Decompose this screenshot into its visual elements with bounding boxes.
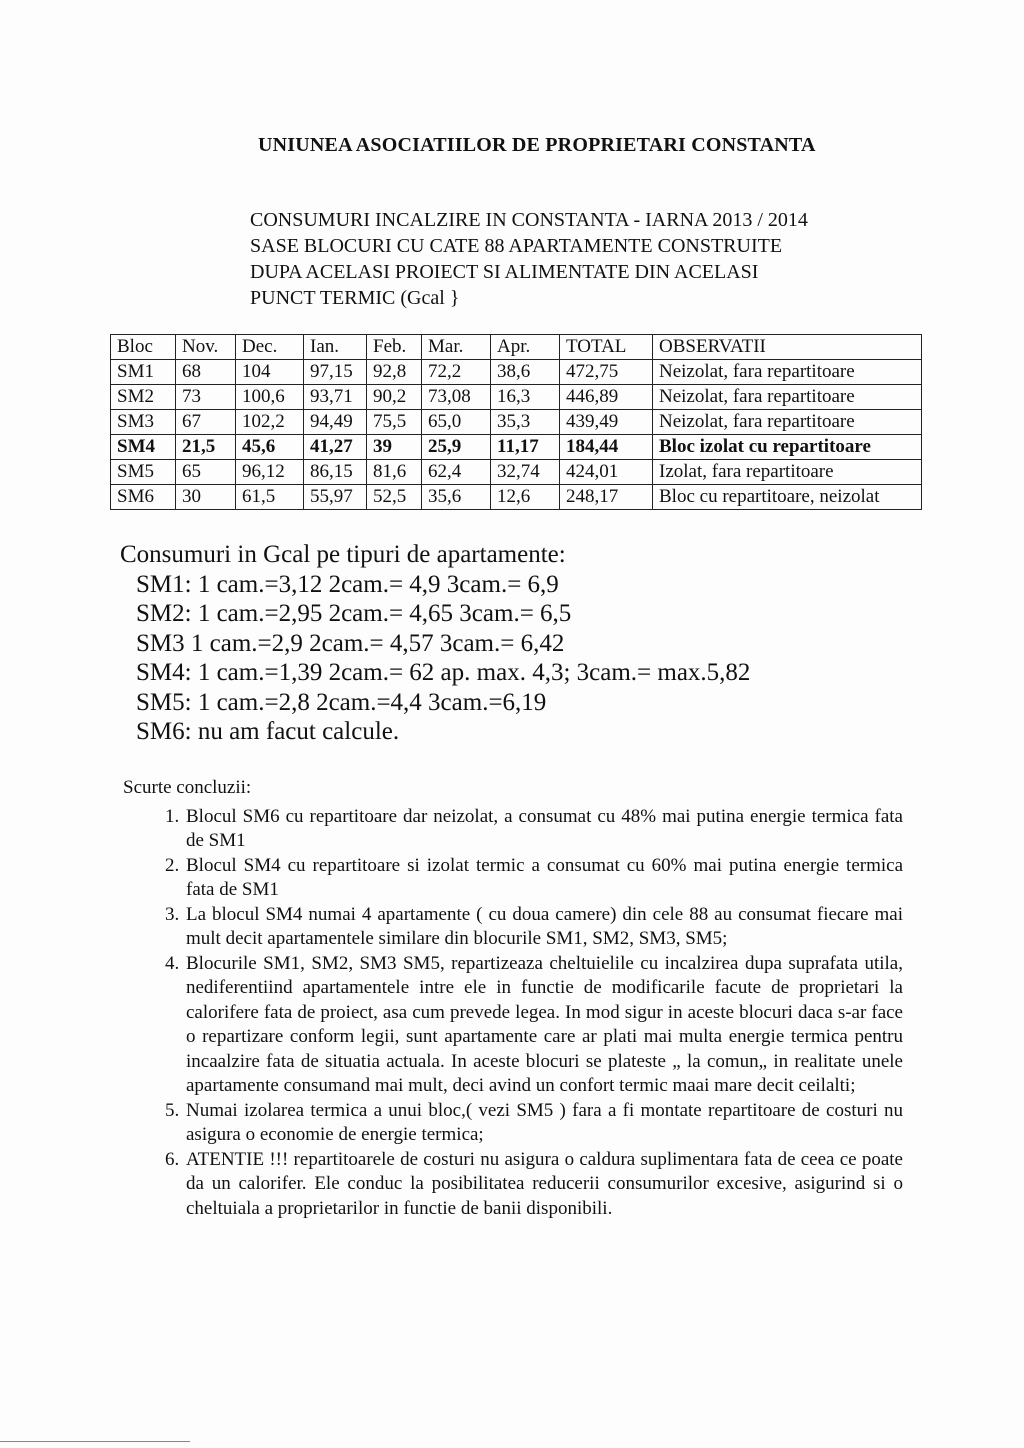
table-cell: 424,01 bbox=[560, 460, 653, 485]
table-row bbox=[111, 410, 922, 435]
table-cell: 94,49 bbox=[304, 410, 367, 435]
list-item: 2. Blocul SM4 cu repartitoare si izolat termic a consumat cu 60% mai putina energie termica fata de SM1 bbox=[184, 854, 903, 903]
table-cell: 96,12 bbox=[236, 460, 304, 485]
table-cell: 72,2 bbox=[422, 360, 491, 385]
consumption-line: SM4: 1 cam.=1,39 2cam.= 62 ap. max. 4,3; 3cam.= max.5,82 bbox=[136, 659, 751, 686]
conclusions-section bbox=[123, 776, 903, 1221]
table-cell: 184,44 bbox=[560, 435, 653, 460]
consumption-table bbox=[110, 334, 922, 510]
table-cell: 102,2 bbox=[236, 410, 304, 435]
table-cell: 446,89 bbox=[560, 385, 653, 410]
table-cell: SM1 bbox=[111, 360, 176, 385]
table-row bbox=[111, 485, 922, 510]
table-cell: 81,6 bbox=[367, 460, 422, 485]
table-cell: 100,6 bbox=[236, 385, 304, 410]
document-subtitle bbox=[250, 207, 930, 311]
table-header-row bbox=[111, 335, 922, 360]
table-cell: 65,0 bbox=[422, 410, 491, 435]
consumption-line: SM2: 1 cam.=2,95 2cam.= 4,65 3cam.= 6,5 bbox=[136, 600, 572, 627]
table-row-highlighted bbox=[111, 435, 922, 460]
table-cell: 35,3 bbox=[491, 410, 560, 435]
table-cell: 45,6 bbox=[236, 435, 304, 460]
table-cell: 92,8 bbox=[367, 360, 422, 385]
table-cell: 472,75 bbox=[560, 360, 653, 385]
table-cell: 55,97 bbox=[304, 485, 367, 510]
column-header-apr: Apr. bbox=[491, 335, 560, 360]
column-header-feb: Feb. bbox=[367, 335, 422, 360]
list-item: 1. Blocul SM6 cu repartitoare dar neizolat, a consumat cu 48% mai putina energie termica fata de SM1 bbox=[184, 805, 903, 854]
column-header-observatii: OBSERVATII bbox=[653, 335, 922, 360]
table-cell: SM3 bbox=[111, 410, 176, 435]
table-cell: 25,9 bbox=[422, 435, 491, 460]
column-header-ian: Ian. bbox=[304, 335, 367, 360]
column-header-dec: Dec. bbox=[236, 335, 304, 360]
table-cell: 30 bbox=[176, 485, 236, 510]
table-cell: SM4 bbox=[111, 435, 176, 460]
table-cell: 439,49 bbox=[560, 410, 653, 435]
table-cell: 32,74 bbox=[491, 460, 560, 485]
conclusions-heading: Scurte concluzii: bbox=[123, 777, 252, 798]
subtitle-line: PUNCT TERMIC (Gcal } bbox=[250, 287, 460, 309]
table-cell: SM6 bbox=[111, 485, 176, 510]
consumption-line: SM5: 1 cam.=2,8 2cam.=4,4 3cam.=6,19 bbox=[136, 688, 547, 716]
table-cell: Neizolat, fara repartitoare bbox=[653, 410, 922, 435]
table-cell: Bloc izolat cu repartitoare bbox=[653, 435, 922, 460]
table-cell: 73 bbox=[176, 385, 236, 410]
table-cell: 21,5 bbox=[176, 435, 236, 460]
consumption-line: SM6: nu am facut calcule. bbox=[136, 718, 400, 745]
table-cell: 62,4 bbox=[422, 460, 491, 485]
table-cell: 104 bbox=[236, 360, 304, 385]
table-cell: 97,15 bbox=[304, 360, 367, 385]
table-cell: 61,5 bbox=[236, 485, 304, 510]
consumption-line: SM3 1 cam.=2,9 2cam.= 4,57 3cam.= 6,42 bbox=[136, 629, 565, 657]
table-cell: 16,3 bbox=[491, 385, 560, 410]
section-heading: Consumuri in Gcal pe tipuri de apartamente: bbox=[120, 541, 566, 568]
table-cell: 65 bbox=[176, 460, 236, 485]
table-cell: 90,2 bbox=[367, 385, 422, 410]
table-cell: 68 bbox=[176, 360, 236, 385]
table-cell: Izolat, fara repartitoare bbox=[653, 460, 922, 485]
conclusions-list bbox=[123, 805, 903, 1222]
subtitle-line: DUPA ACELASI PROIECT SI ALIMENTATE DIN ACELASI bbox=[250, 261, 759, 283]
table-cell: Bloc cu repartitoare, neizolat bbox=[653, 485, 922, 510]
subtitle-line: CONSUMURI INCALZIRE IN CONSTANTA - IARNA 2013 / 2014 bbox=[250, 209, 808, 231]
table-cell: 73,08 bbox=[422, 385, 491, 410]
list-item: 6. ATENTIE !!! repartitoarele de costuri nu asigura o caldura suplimentara fata de ceea ce poate da un calorifer. Ele conduc la posibilitatea reducerii consumurilor excesive, asigurind si o cheltuiala a proprietarilor in functie de banii disponibili. bbox=[184, 1148, 903, 1222]
table-row bbox=[111, 360, 922, 385]
table-row bbox=[111, 385, 922, 410]
scan-artifact-line bbox=[0, 1441, 190, 1442]
table-cell: 52,5 bbox=[367, 485, 422, 510]
table-cell: Neizolat, fara repartitoare bbox=[653, 360, 922, 385]
table-cell: 93,71 bbox=[304, 385, 367, 410]
table-cell: 41,27 bbox=[304, 435, 367, 460]
table-cell: Neizolat, fara repartitoare bbox=[653, 385, 922, 410]
table-cell: SM2 bbox=[111, 385, 176, 410]
list-item: 4. Blocurile SM1, SM2, SM3 SM5, repartizeaza cheltuielile cu incalzirea dupa suprafata utila, nediferentiind apartamentele intre ele in functie de modificarile facute de proprietari la calorifere fata de proiect, asa cum prevede legea. In mod sigur in aceste blocuri daca s-ar face o repartizare conform legii, sunt apartamente care ar plati mai multa energie termica pentru incaalzire fata de situatia actuala. In aceste blocuri se plateste „ la comun„ in realitate unele apartamente consumand mai mult, deci avind un confort termic maai mare decit ceilalti; bbox=[184, 952, 903, 1099]
table-cell: 39 bbox=[367, 435, 422, 460]
table-cell: 11,17 bbox=[491, 435, 560, 460]
document-title: UNIUNEA ASOCIATIILOR DE PROPRIETARI CONSTANTA bbox=[258, 134, 816, 156]
column-header-bloc: Bloc bbox=[111, 335, 176, 360]
table-cell: 67 bbox=[176, 410, 236, 435]
column-header-nov: Nov. bbox=[176, 335, 236, 360]
table-cell: 38,6 bbox=[491, 360, 560, 385]
table-cell: 75,5 bbox=[367, 410, 422, 435]
list-item: 5. Numai izolarea termica a unui bloc,( vezi SM5 ) fara a fi montate repartitoare de costuri nu asigura o economie de energie termica; bbox=[184, 1099, 903, 1148]
table-row bbox=[111, 460, 922, 485]
list-item: 3. La blocul SM4 numai 4 apartamente ( cu doua camere) din cele 88 au consumat fiecare mai mult decit apartamentele similare din blocurile SM1, SM2, SM3, SM5; bbox=[184, 903, 903, 952]
table-cell: 248,17 bbox=[560, 485, 653, 510]
column-header-total: TOTAL bbox=[560, 335, 653, 360]
subtitle-line: SASE BLOCURI CU CATE 88 APARTAMENTE CONSTRUITE bbox=[250, 235, 783, 257]
table-cell: SM5 bbox=[111, 460, 176, 485]
table-cell: 35,6 bbox=[422, 485, 491, 510]
table-cell: 86,15 bbox=[304, 460, 367, 485]
column-header-mar: Mar. bbox=[422, 335, 491, 360]
table-cell: 12,6 bbox=[491, 485, 560, 510]
consumption-line: SM1: 1 cam.=3,12 2cam.= 4,9 3cam.= 6,9 bbox=[136, 570, 559, 598]
apartment-consumption-section bbox=[120, 540, 750, 747]
